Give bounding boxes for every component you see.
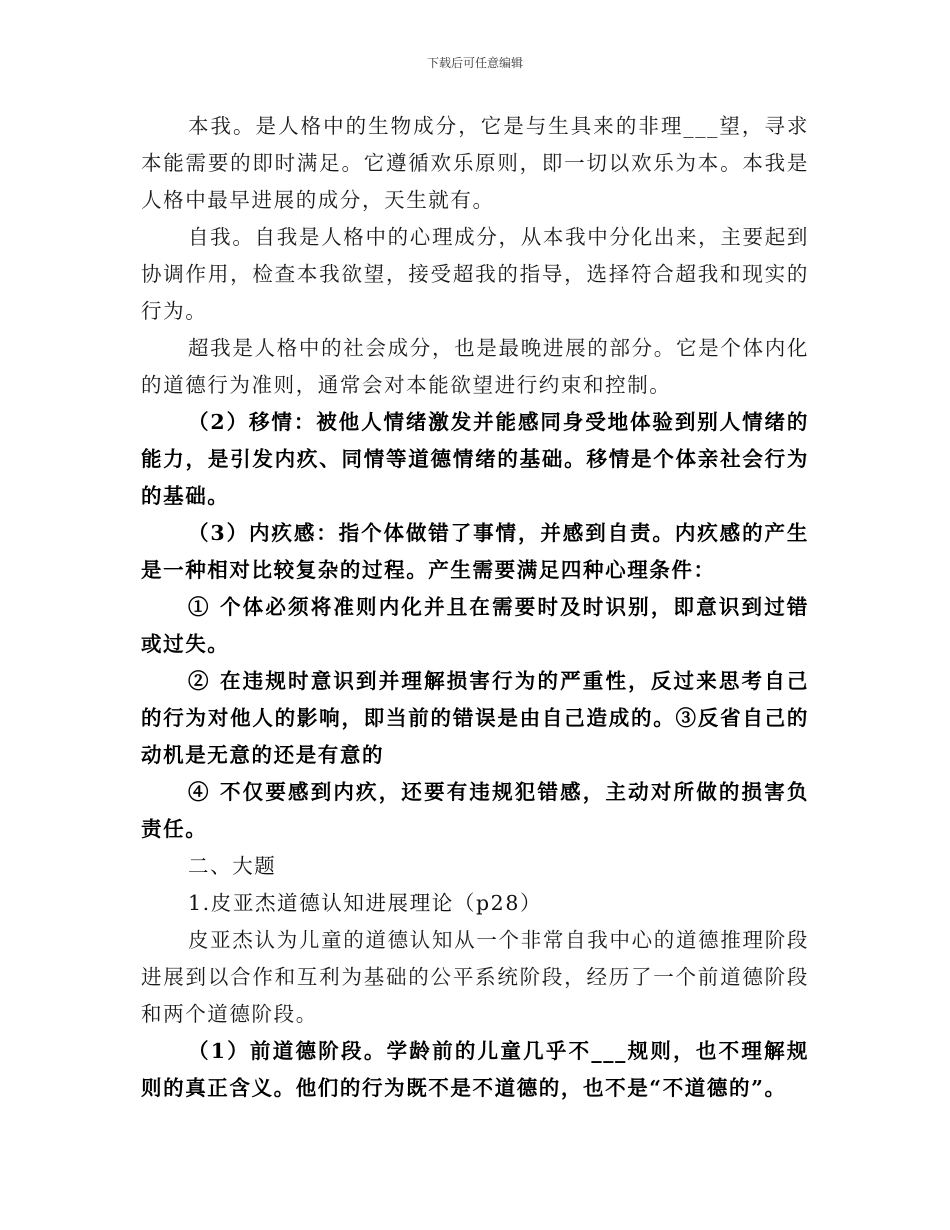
paragraph-superego: 超我是人格中的社会成分，也是最晚进展的部分。它是个体内化的道德行为准则，通常会对本能欲望进行约束和控制。 [141,336,809,397]
paragraph-guilt: （3）内疚感：指个体做错了事情，并感到自责。内疚感的产生是一种相对比较复杂的过程。产生需要满足四种心理条件： [141,521,809,582]
paragraph-empathy: （2）移情：被他人情绪激发并能感同身受地体验到别人情绪的能力，是引发内疚、同情等道德情绪的基础。移情是个体亲社会行为的基础。 [141,410,809,508]
page-header: 下载后可任意编辑 [426,56,523,70]
subsection-heading: 1.皮亚杰道德认知进展理论（p28） [188,891,543,915]
paragraph-condition-1: ① 个体必须将准则内化并且在需要时及时识别，即意识到过错或过失。 [141,595,809,656]
paragraph-piaget-intro: 皮亚杰认为儿童的道德认知从一个非常自我中心的道德推理阶段进展到以合作和互利为基础的公平系统阶段，经历了一个前道德阶段和两个道德阶段。 [141,928,809,1026]
paragraph-condition-4: ④ 不仅要感到内疚，还要有违规犯错感，主动对所做的损害负责任。 [141,780,809,841]
paragraph-premoral-stage: （1）前道德阶段。学龄前的儿童几乎不___规则，也不理解规则的真正含义。他们的行为既不是不道德的，也不是“不道德的”。 [141,1039,809,1100]
section-heading: 二、大题 [188,854,277,878]
paragraph-id: 本我。是人格中的生物成分，它是与生具来的非理___望，寻求本能需要的即时满足。它遵循欢乐原则，即一切以欢乐为本。本我是人格中最早进展的成分，天生就有。 [141,114,809,212]
document-body [141,108,809,1107]
paragraph-condition-2-3: ② 在违规时意识到并理解损害行为的严重性，反过来思考自己的行为对他人的影响，即当前的错误是由自己造成的。③反省自己的动机是无意的还是有意的 [141,669,809,767]
paragraph-ego: 自我。自我是人格中的心理成分，从本我中分化出来，主要起到协调作用，检查本我欲望，接受超我的指导，选择符合超我和现实的行为。 [141,225,809,323]
